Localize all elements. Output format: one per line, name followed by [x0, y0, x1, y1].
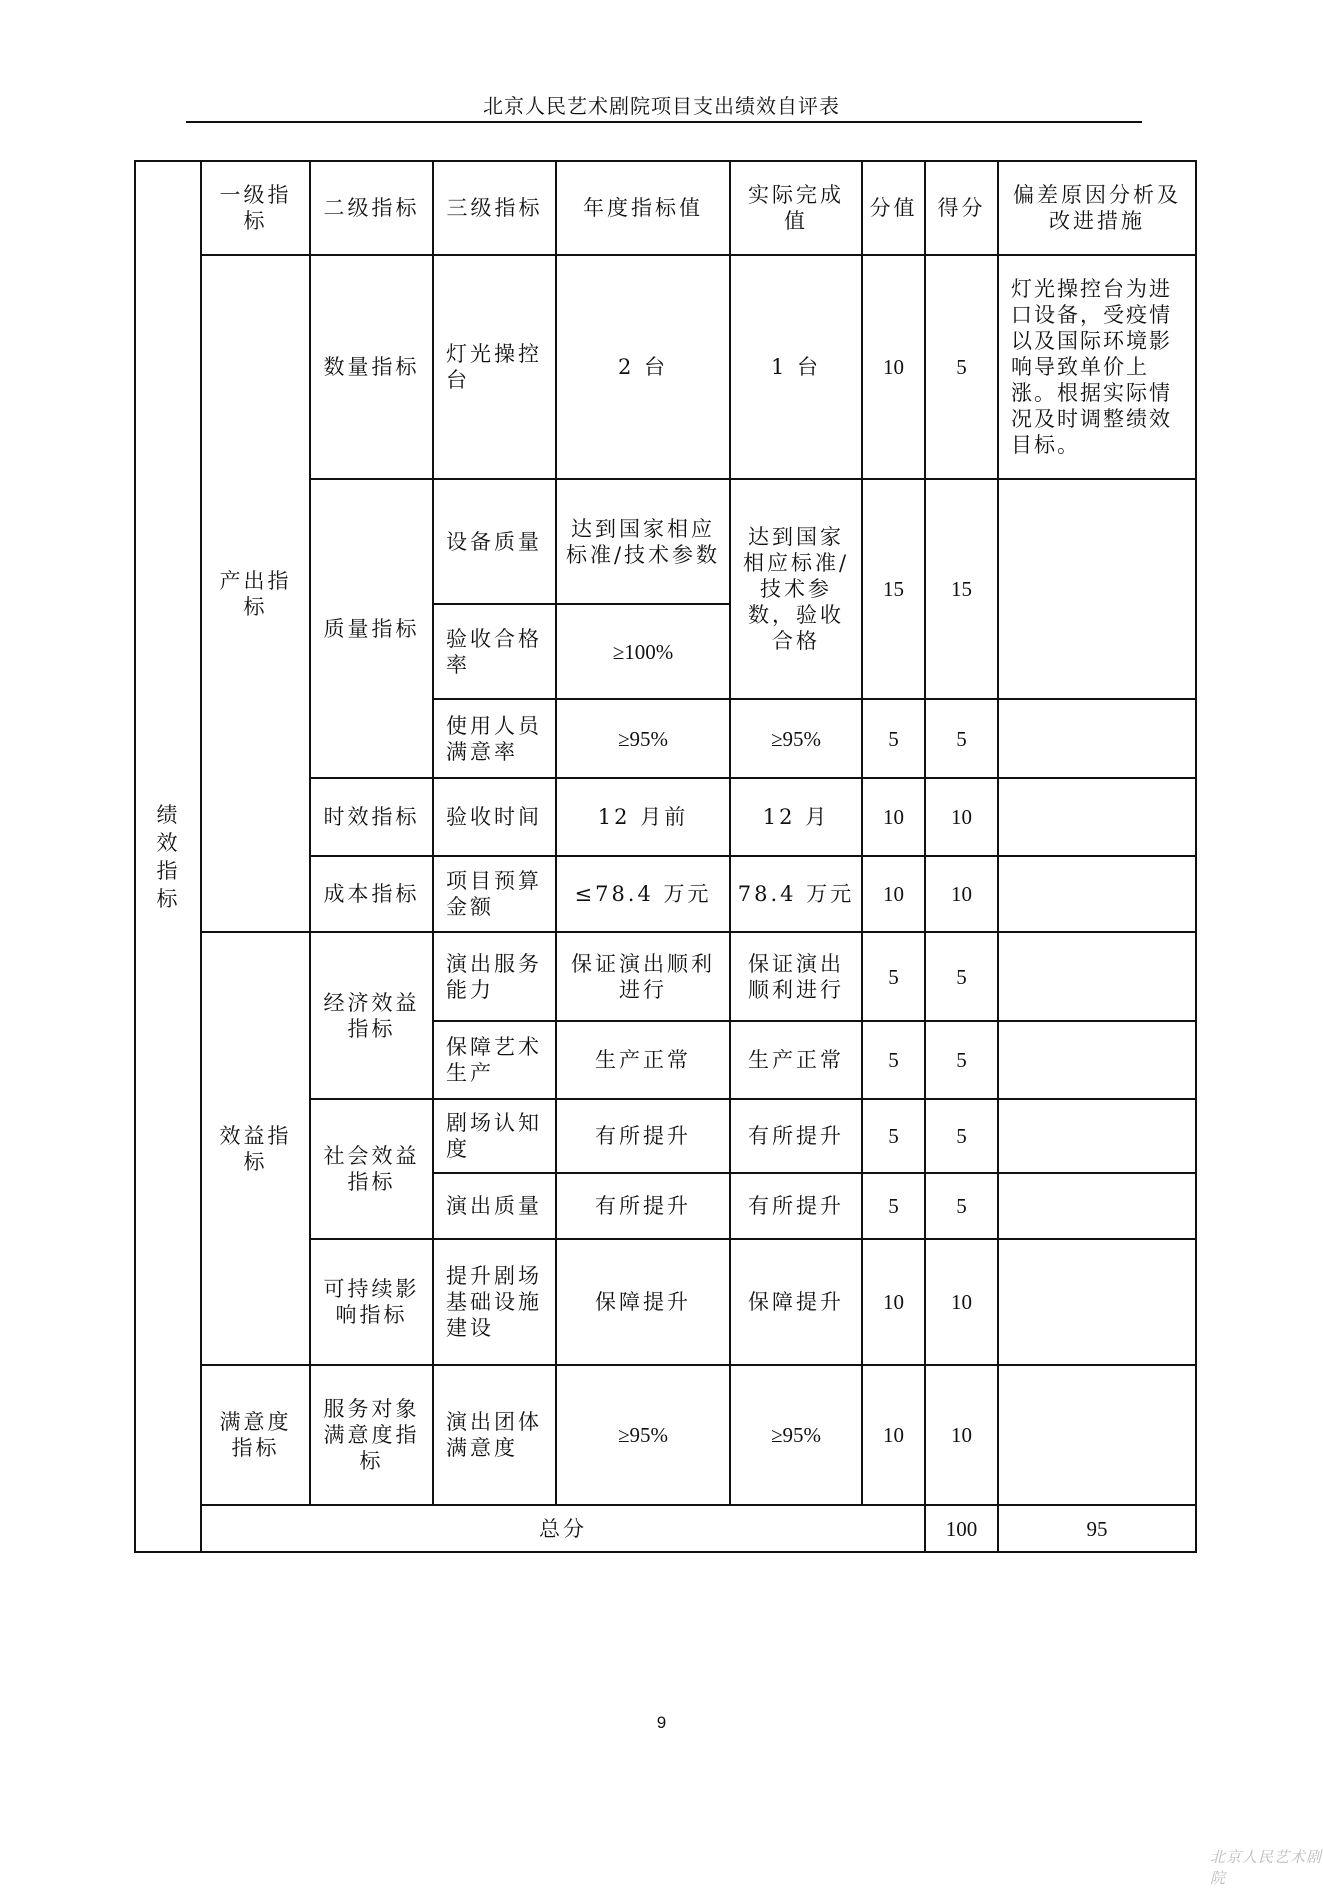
score-cell: 5	[925, 932, 998, 1021]
annual-cell: ≥95%	[556, 1365, 730, 1505]
col-header-actual: 实际完成值	[730, 161, 862, 255]
total-label: 总分	[201, 1505, 925, 1552]
level3-cell: 验收合格率	[433, 604, 556, 699]
annual-cell: 2 台	[556, 255, 730, 479]
annual-cell: 有所提升	[556, 1099, 730, 1173]
actual-cell: 有所提升	[730, 1099, 862, 1173]
actual-cell: 达到国家相应标准/技术参数，验收合格	[730, 479, 862, 699]
weight-cell: 5	[862, 1099, 925, 1173]
level3-cell: 项目预算金额	[433, 856, 556, 932]
total-score: 95	[998, 1505, 1196, 1552]
score-cell: 15	[925, 479, 998, 699]
table-header-row	[135, 161, 1196, 255]
annual-cell: ≤78.4 万元	[556, 856, 730, 932]
analysis-cell	[998, 1239, 1196, 1365]
analysis-cell	[998, 1099, 1196, 1173]
table-row	[135, 1365, 1196, 1505]
weight-cell: 5	[862, 1173, 925, 1239]
level3-cell: 剧场认知度	[433, 1099, 556, 1173]
level3-cell: 演出质量	[433, 1173, 556, 1239]
annual-cell: 有所提升	[556, 1173, 730, 1239]
actual-cell: 保障提升	[730, 1239, 862, 1365]
group-satisfaction: 满意度指标	[201, 1365, 310, 1505]
level3-cell: 灯光操控台	[433, 255, 556, 479]
score-cell: 10	[925, 778, 998, 856]
level3-cell: 验收时间	[433, 778, 556, 856]
analysis-cell	[998, 856, 1196, 932]
annual-cell: ≥100%	[556, 604, 730, 699]
col-header-analysis: 偏差原因分析及改进措施	[998, 161, 1196, 255]
score-cell: 10	[925, 1365, 998, 1505]
actual-cell: 生产正常	[730, 1021, 862, 1099]
analysis-cell	[998, 699, 1196, 778]
weight-cell: 5	[862, 699, 925, 778]
score-cell: 5	[925, 1021, 998, 1099]
annual-cell: 生产正常	[556, 1021, 730, 1099]
weight-cell: 10	[862, 1365, 925, 1505]
col-header-level2: 二级指标	[310, 161, 433, 255]
annual-cell: 达到国家相应标准/技术参数	[556, 479, 730, 604]
level2-cell: 数量指标	[310, 255, 433, 479]
actual-cell: ≥95%	[730, 1365, 862, 1505]
side-label: 绩效指标	[156, 802, 181, 911]
weight-cell: 10	[862, 255, 925, 479]
score-cell: 5	[925, 1099, 998, 1173]
watermark-logo: 北京人民艺术剧院	[1210, 1848, 1323, 1887]
actual-cell: 12 月	[730, 778, 862, 856]
total-row	[135, 1505, 1196, 1552]
level2-cell: 可持续影响指标	[310, 1239, 433, 1365]
annual-cell: 保障提升	[556, 1239, 730, 1365]
col-header-level1: 一级指标	[201, 161, 310, 255]
annual-cell: 12 月前	[556, 778, 730, 856]
analysis-cell	[998, 1021, 1196, 1099]
actual-cell: 有所提升	[730, 1173, 862, 1239]
analysis-cell	[998, 1365, 1196, 1505]
total-weight: 100	[925, 1505, 998, 1552]
actual-cell: 78.4 万元	[730, 856, 862, 932]
performance-table	[134, 160, 1197, 1553]
analysis-cell	[998, 479, 1196, 699]
actual-cell: ≥95%	[730, 699, 862, 778]
level2-cell: 质量指标	[310, 479, 433, 778]
score-cell: 5	[925, 255, 998, 479]
header-rule	[186, 121, 1142, 123]
analysis-cell	[998, 778, 1196, 856]
score-cell: 5	[925, 699, 998, 778]
score-cell: 10	[925, 1239, 998, 1365]
analysis-cell: 灯光操控台为进口设备，受疫情以及国际环境影响导致单价上涨。根据实际情况及时调整绩效目标。	[998, 255, 1196, 479]
level3-cell: 保障艺术生产	[433, 1021, 556, 1099]
level3-cell: 设备质量	[433, 479, 556, 604]
actual-cell: 保证演出顺利进行	[730, 932, 862, 1021]
level2-cell: 时效指标	[310, 778, 433, 856]
weight-cell: 5	[862, 1021, 925, 1099]
annual-cell: 保证演出顺利进行	[556, 932, 730, 1021]
actual-cell: 1 台	[730, 255, 862, 479]
page-number: 9	[656, 1713, 667, 1732]
weight-cell: 5	[862, 932, 925, 1021]
annual-cell: ≥95%	[556, 699, 730, 778]
col-header-weight: 分值	[862, 161, 925, 255]
level3-cell: 使用人员满意率	[433, 699, 556, 778]
table-row	[135, 932, 1196, 1021]
score-cell: 10	[925, 856, 998, 932]
level3-cell: 演出团体满意度	[433, 1365, 556, 1505]
level2-cell: 经济效益指标	[310, 932, 433, 1099]
side-label-cell	[135, 161, 201, 1552]
col-header-annual: 年度指标值	[556, 161, 730, 255]
table-row	[135, 255, 1196, 479]
analysis-cell	[998, 1173, 1196, 1239]
page-header-title: 北京人民艺术剧院项目支出绩效自评表	[483, 94, 840, 118]
weight-cell: 10	[862, 856, 925, 932]
score-cell: 5	[925, 1173, 998, 1239]
group-benefit: 效益指标	[201, 932, 310, 1365]
col-header-score: 得分	[925, 161, 998, 255]
col-header-level3: 三级指标	[433, 161, 556, 255]
weight-cell: 15	[862, 479, 925, 699]
level3-cell: 演出服务能力	[433, 932, 556, 1021]
level2-cell: 服务对象满意度指标	[310, 1365, 433, 1505]
weight-cell: 10	[862, 778, 925, 856]
level2-cell: 社会效益指标	[310, 1099, 433, 1239]
analysis-cell	[998, 932, 1196, 1021]
weight-cell: 10	[862, 1239, 925, 1365]
level2-cell: 成本指标	[310, 856, 433, 932]
group-output: 产出指标	[201, 255, 310, 932]
level3-cell: 提升剧场基础设施建设	[433, 1239, 556, 1365]
